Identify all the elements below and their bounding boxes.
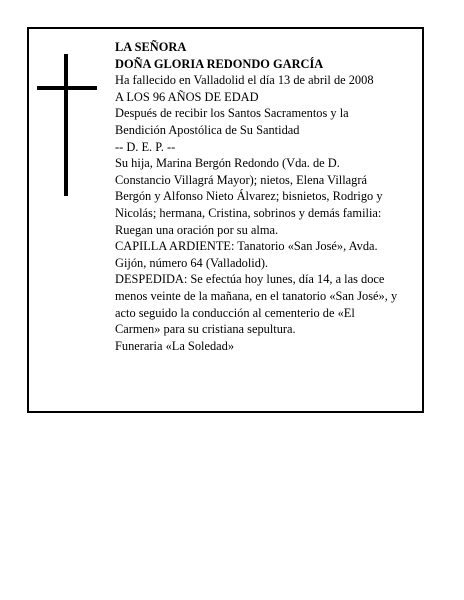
obituary-text: [115, 39, 427, 354]
family-line-1: Su hija, Marina Bergón Redondo (Vda. de D.: [115, 156, 340, 171]
age-line: A LOS 96 AÑOS DE EDAD: [115, 89, 259, 104]
sacraments-line: Después de recibir los Santos Sacramentos y la: [115, 106, 349, 121]
blessing-line: Bendición Apostólica de Su Santidad: [115, 122, 300, 137]
deceased-title: LA SEÑORA: [115, 40, 187, 54]
farewell-line-4: Carmen» para su cristiana sepultura.: [115, 322, 296, 337]
chapel-line-2: Gijón, número 64 (Valladolid).: [115, 255, 269, 270]
farewell-line-1: DESPEDIDA: Se efectúa hoy lunes, día 14, a las doce: [115, 272, 385, 287]
rip-line: -- D. E. P. --: [115, 139, 176, 154]
prayer-line: Ruegan una oración por su alma.: [115, 222, 279, 237]
death-date-line: Ha fallecido en Valladolid el día 13 de abril de 2008: [115, 73, 374, 88]
family-line-3: Bergón y Alfonso Nieto Álvarez; bisnietos, Rodrigo y: [115, 189, 383, 204]
family-line-2: Constancio Villagrá Mayor); nietos, Elena Villagrá: [115, 172, 367, 187]
farewell-line-3: acto seguido la conducción al cementerio de «El: [115, 305, 355, 320]
deceased-name: DOÑA GLORIA REDONDO GARCÍA: [115, 56, 324, 71]
chapel-line-1: CAPILLA ARDIENTE: Tanatorio «San José», Avda.: [115, 239, 378, 254]
family-line-4: Nicolás; hermana, Cristina, sobrinos y demás familia:: [115, 205, 382, 220]
cross-vertical-bar: [64, 54, 68, 196]
cross-horizontal-bar: [37, 86, 97, 90]
farewell-line-2: menos veinte de la mañana, en el tanatorio «San José», y: [115, 288, 398, 303]
funeral-home-line: Funeraria «La Soledad»: [115, 338, 235, 353]
